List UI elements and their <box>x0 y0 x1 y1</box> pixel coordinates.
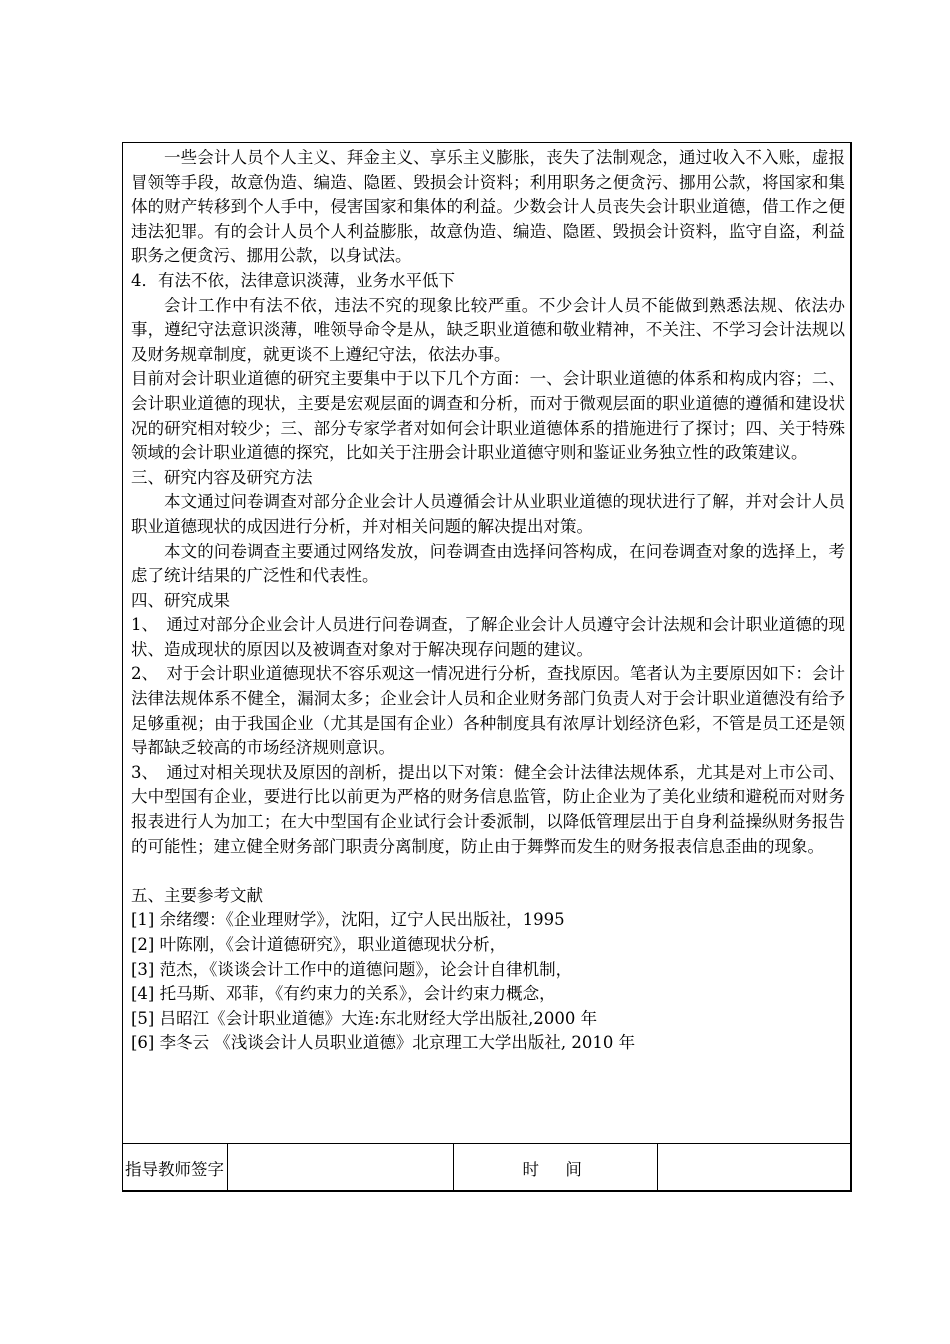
reference-item: [3] 范杰，《谈谈会计工作中的道德问题》，论会计自律机制， <box>131 959 573 979</box>
section-heading: 四、研究成果 <box>131 590 230 610</box>
list-item: 1、 通过对部分企业会计人员进行问卷调查，了解企业会计人员遵守会计法规和会计职业道德的现状、造成现状的原因以及被调查对象对于解决现存问题的建议。 <box>131 615 845 659</box>
list-item: 3、 通过对相关现状及原因的剖析，提出以下对策：健全会计法律法规体系，尤其是对上市公司、大中型国有企业，要进行比以前更为严格的财务信息监管，防止企业为了美化业绩和避税而对财务报表进行人为加工；在大中型国有企业试行会计委派制，以降低管理层出于自身利益操纵财务报告的可能性；建立健全财务部门职责分离制度，防止由于舞弊而发生的财务报表信息歪曲的现象。 <box>131 762 845 856</box>
paragraph: 会计工作中有法不依，违法不究的现象比较严重。不少会计人员不能做到熟悉法规、依法办事，遵纪守法意识淡薄，唯领导命令是从，缺乏职业道德和敬业精神，不关注、不学习会计法规以及财务规章制度，就更谈不上遵纪守法，依法办事。 <box>131 295 845 364</box>
report-body <box>131 146 845 1056</box>
section-heading: 4．有法不依，法律意识淡薄，业务水平低下 <box>131 270 455 290</box>
time-label: 时间 <box>454 1144 658 1192</box>
list-item: 2、 对于会计职业道德现状不容乐观这一情况进行分析，查找原因。笔者认为主要原因如下：会计法律法规体系不健全，漏洞太多；企业会计人员和企业财务部门负责人对于会计职业道德没有给予足够重视；由于我国企业（尤其是国有企业）各种制度具有浓厚计划经济色彩，不管是员工还是领导都缺乏较高的市场经济规则意识。 <box>131 664 845 758</box>
paragraph: 本文的问卷调查主要通过网络发放，问卷调查由选择问答构成，在问卷调查对象的选择上，考虑了统计结果的广泛性和代表性。 <box>131 541 845 586</box>
teacher-signature-label: 指导教师签字 <box>122 1144 228 1192</box>
reference-item: [6] 李冬云 《浅谈会计人员职业道德》北京理工大学出版社, 2010 年 <box>131 1033 636 1053</box>
section-heading: 三、研究内容及研究方法 <box>131 467 313 487</box>
reference-item: [2] 叶陈刚，《会计道德研究》，职业道德现状分析， <box>131 935 507 954</box>
section-heading: 五、主要参考文献 <box>131 885 263 905</box>
teacher-signature-field[interactable] <box>228 1144 454 1192</box>
signature-row <box>122 1143 852 1192</box>
paragraph: 本文通过问卷调查对部分企业会计人员遵循会计从业职业道德的现状进行了解，并对会计人员职业道德现状的成因进行分析，并对相关问题的解决提出对策。 <box>131 492 845 536</box>
reference-item: [5] 吕昭江《会计职业道德》大连:东北财经大学出版社,2000 年 <box>131 1008 598 1028</box>
reference-item: [4] 托马斯、邓菲，《有约束力的关系》，会计约束力概念， <box>131 984 556 1004</box>
paragraph: 一些会计人员个人主义、拜金主义、享乐主义膨胀，丧失了法制观念，通过收入不入账，虚报冒领等手段，故意伪造、编造、隐匿、毁损会计资料；利用职务之便贪污、挪用公款，将国家和集体的财产转移到个人手中，侵害国家和集体的利益。少数会计人员丧失会计职业道德，借工作之便违法犯罪。有的会计人员个人利益膨胀，故意伪造、编造、隐匿、毁损会计资料，监守自盗，利益职务之便贪污、挪用公款，以身试法。 <box>131 148 845 266</box>
time-field[interactable] <box>658 1144 850 1192</box>
paragraph: 目前对会计职业道德的研究主要集中于以下几个方面：一、会计职业道德的体系和构成内容；二、会计职业道德的现状，主要是宏观层面的调查和分析，而对于微观层面的职业道德的遵循和建设状况的研究相对较少；三、部分专家学者对如何会计职业道德体系的措施进行了探讨；四、关于特殊领域的会计职业道德的探究，比如关于注册会计职业道德守则和鉴证业务独立性的政策建议。 <box>131 369 845 463</box>
reference-item: [1] 余绪缨：《企业理财学》，沈阳，辽宁人民出版社，1995 <box>131 910 565 930</box>
spacer <box>131 859 845 884</box>
